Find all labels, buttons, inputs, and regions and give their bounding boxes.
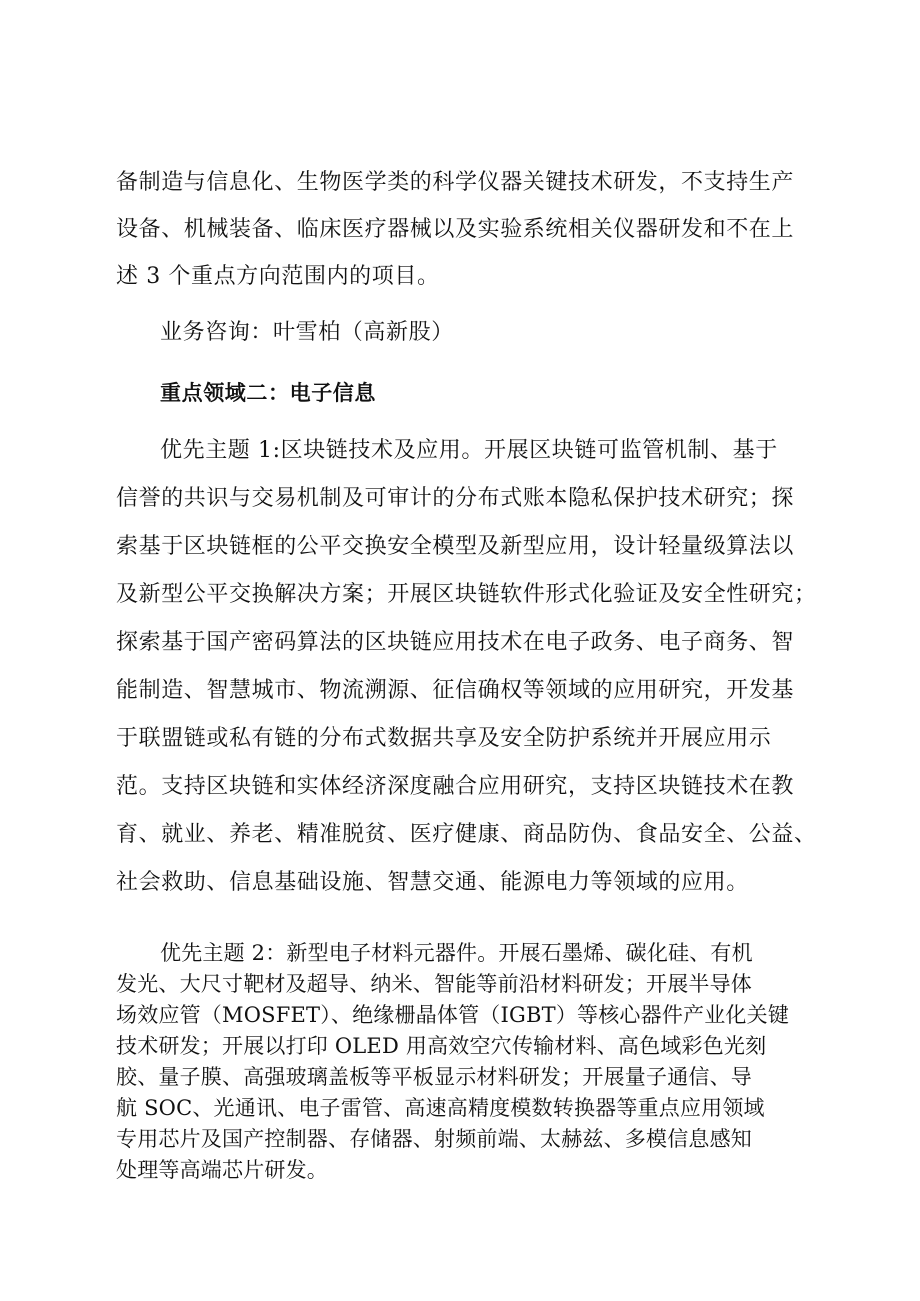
consultation-line: 业务咨询：叶雪柏（高新股） [160, 320, 454, 345]
paragraph-line: 索基于区块链框的公平交换安全模型及新型应用，设计轻量级算法以 [116, 534, 795, 559]
paragraph-line: 备制造与信息化、生物医学类的科学仪器关键技术研发，不支持生产 [116, 170, 795, 195]
paragraph-line: 信誉的共识与交易机制及可审计的分布式账本隐私保护技术研究；探 [116, 486, 795, 511]
paragraph-line: 社会救助、信息基础设施、智慧交通、能源电力等领域的应用。 [116, 870, 749, 895]
paragraph-line: 于联盟链或私有链的分布式数据共享及安全防护系统并开展应用示 [116, 726, 772, 751]
paragraph-line: 航 SOC、光通讯、电子雷管、高速高精度模数转换器等重点应用领域 [116, 1096, 765, 1120]
section-heading: 重点领域二：电子信息 [160, 381, 376, 405]
paragraph-line: 优先主题 1:区块链技术及应用。开展区块链可监管机制、基于 [160, 438, 778, 463]
paragraph-line: 胶、量子膜、高强玻璃盖板等平板显示材料研发；开展量子通信、导 [116, 1065, 752, 1089]
paragraph-line: 设备、机械装备、临床医疗器械以及实验系统相关仪器研发和不在上 [116, 217, 795, 242]
paragraph-line: 能制造、智慧城市、物流溯源、征信确权等领域的应用研究，开发基 [116, 678, 795, 703]
paragraph-line: 范。支持区块链和实体经济深度融合应用研究，支持区块链技术在教 [116, 774, 795, 799]
paragraph-line: 处理等高端芯片研发。 [116, 1158, 328, 1182]
paragraph-line: 技术研发；开展以打印 OLED 用高效空穴传输材料、高色域彩色光刻 [116, 1034, 767, 1058]
paragraph-line: 场效应管（MOSFET）、绝缘栅晶体管（IGBT）等核心器件产业化关键 [116, 1003, 790, 1027]
paragraph-line: 及新型公平交换解决方案；开展区块链软件形式化验证及安全性研究； [116, 582, 817, 607]
paragraph-line: 发光、大尺寸靶材及超导、纳米、智能等前沿材料研发；开展半导体 [116, 972, 752, 996]
paragraph-line: 育、就业、养老、精准脱贫、医疗健康、商品防伪、食品安全、公益、 [116, 822, 817, 847]
paragraph-line: 专用芯片及国产控制器、存储器、射频前端、太赫兹、多模信息感知 [116, 1127, 752, 1151]
paragraph-line: 述 3 个重点方向范围内的项目。 [116, 264, 440, 289]
paragraph-line: 优先主题 2：新型电子材料元器件。开展石墨烯、碳化硅、有机 [160, 941, 753, 965]
paragraph-line: 探索基于国产密码算法的区块链应用技术在电子政务、电子商务、智 [116, 630, 795, 655]
